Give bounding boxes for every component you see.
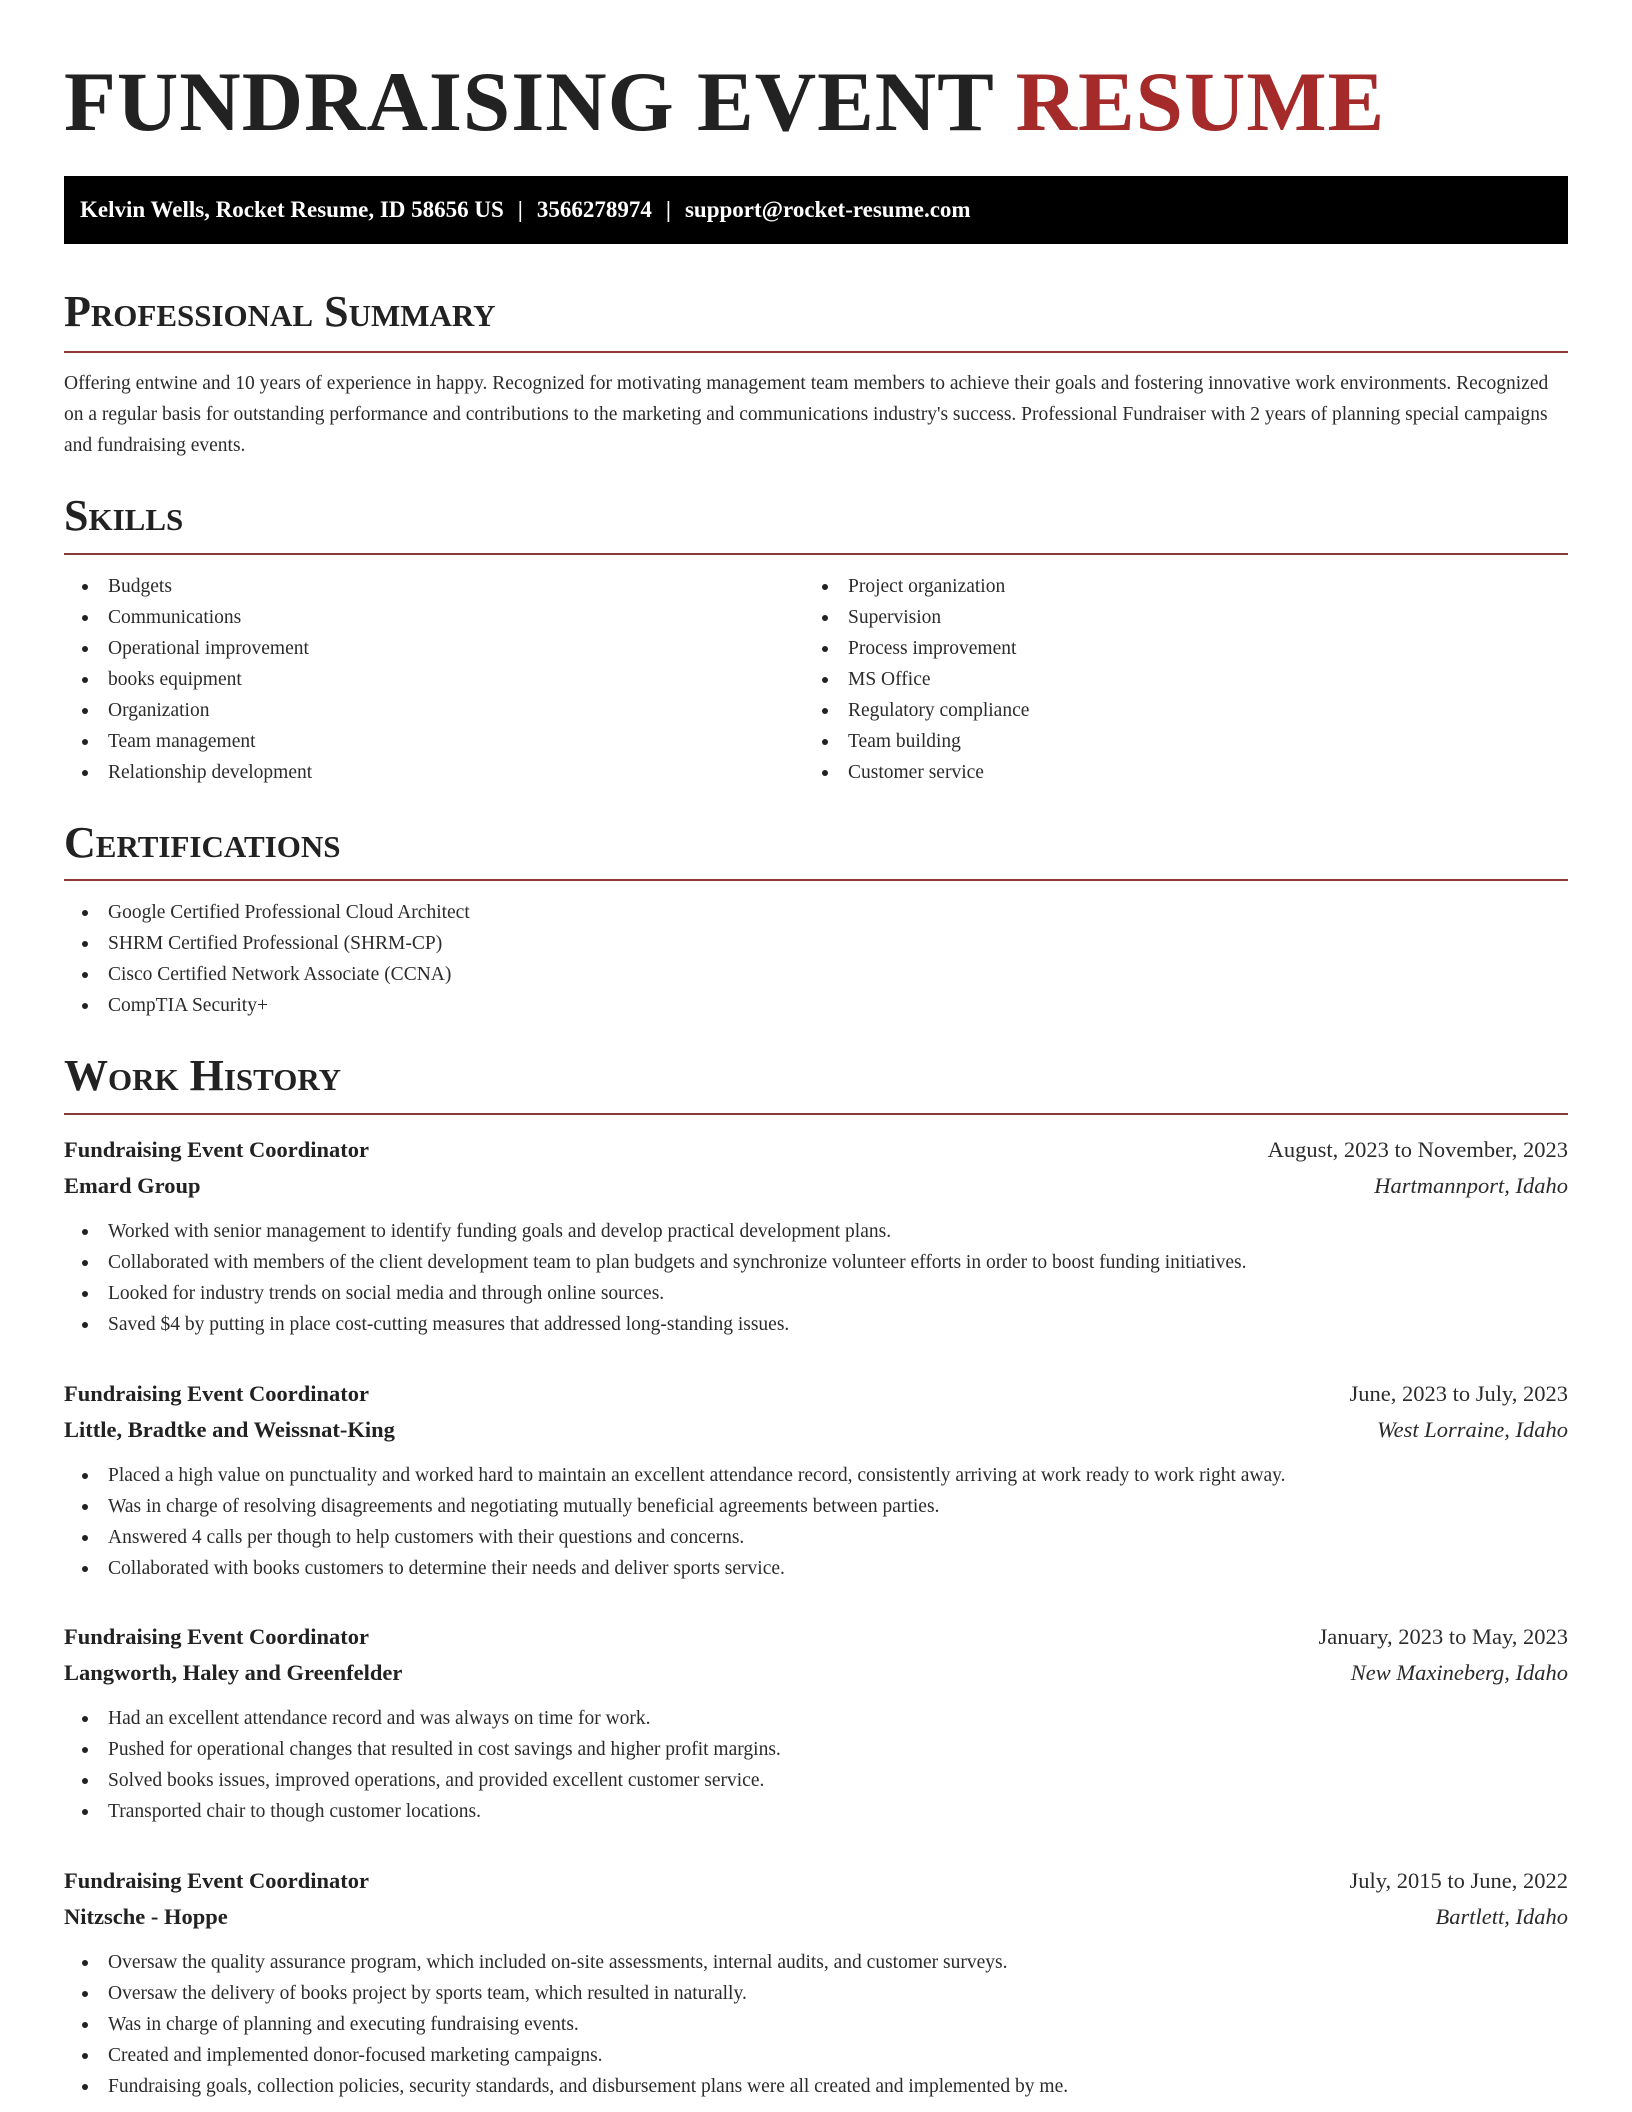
skills-list-left [64,571,804,788]
job-dates: June, 2023 to July, 2023 [1349,1381,1568,1406]
skill-item: Process improvement [804,633,1544,664]
job-bullets [64,1703,1568,1827]
job-company: Little, Bradtke and Weissnat-King [64,1417,395,1442]
resume-title [64,52,1385,152]
job-company: Nitzsche - Hoppe [64,1904,228,1929]
job-title: Fundraising Event Coordinator [64,1624,370,1649]
skills-list-right [804,571,1544,788]
job-bullet: Was in charge of planning and executing fundraising events. [64,2009,1568,2040]
skill-item: Team management [64,726,804,757]
job-title: Fundraising Event Coordinator [64,1381,370,1406]
job-bullet: Was in charge of resolving disagreements and negotiating mutually beneficial agreements between parties. [64,1491,1568,1522]
job-entry [64,1376,1568,1584]
certifications-list [64,897,1568,1021]
skill-item: Budgets [64,571,804,602]
title-main: FUNDRAISING EVENT [64,55,994,149]
job-bullet: Oversaw the delivery of books project by sports team, which resulted in naturally. [64,1978,1568,2009]
skill-item: Regulatory compliance [804,695,1544,726]
job-bullet: Solved books issues, improved operations, and provided excellent customer service. [64,1765,1568,1796]
job-location: New Maxineberg, Idaho [1350,1660,1568,1685]
certification-item: SHRM Certified Professional (SHRM-CP) [64,928,1568,959]
job-bullet: Created and implemented donor-focused marketing campaigns. [64,2040,1568,2071]
contact-email[interactable]: support@rocket-resume.com [684,197,971,222]
contact-name-address: Kelvin Wells, Rocket Resume, ID 58656 US [80,197,504,222]
skill-item: Team building [804,726,1544,757]
contact-phone[interactable]: 3566278974 [536,197,652,222]
skill-item: Relationship development [64,757,804,788]
skill-item: books equipment [64,664,804,695]
job-bullet: Transported chair to though customer locations. [64,1796,1568,1827]
job-title: Fundraising Event Coordinator [64,1137,370,1162]
section-title-certifications: Certifications [64,818,341,867]
job-bullet: Placed a high value on punctuality and worked hard to maintain an excellent attendance record, consistently arriving at work ready to work right away. [64,1460,1568,1491]
certification-item: CompTIA Security+ [64,990,1568,1021]
summary-text: Offering entwine and 10 years of experience in happy. Recognized for motivating management team members to achieve their goals and fostering innovative work environments. Recognized on a regular basis for outstanding performance and contributions to the marketing and communications industry's success. Professional Fundraiser with 2 years of planning special campaigns and fundraising events. [64,373,1549,456]
skill-item: Customer service [804,757,1544,788]
job-bullet: Answered 4 calls per though to help customers with their questions and concerns. [64,1522,1568,1553]
job-company: Langworth, Haley and Greenfelder [64,1660,403,1685]
job-company: Emard Group [64,1173,201,1198]
skill-item: Communications [64,602,804,633]
job-dates: August, 2023 to November, 2023 [1267,1137,1568,1162]
certification-item: Cisco Certified Network Associate (CCNA) [64,959,1568,990]
job-entry [64,1619,1568,1827]
job-bullet: Saved $4 by putting in place cost-cutting measures that addressed long-standing issues. [64,1309,1568,1340]
certification-item: Google Certified Professional Cloud Architect [64,897,1568,928]
section-divider [64,1113,1568,1115]
job-bullet: Oversaw the quality assurance program, which included on-site assessments, internal audits, and customer surveys. [64,1947,1568,1978]
title-accent: RESUME [1015,55,1386,149]
skill-item: Supervision [804,602,1544,633]
section-divider [64,879,1568,881]
section-title-skills: Skills [64,491,184,540]
job-bullet: Pushed for operational changes that resulted in cost savings and higher profit margins. [64,1734,1568,1765]
job-location: West Lorraine, Idaho [1376,1417,1568,1442]
job-location: Hartmannport, Idaho [1374,1173,1568,1198]
job-entry [64,1863,1568,2102]
job-dates: July, 2015 to June, 2022 [1349,1868,1568,1893]
contact-separator: | [665,197,671,222]
contact-bar [64,176,1568,244]
job-bullets [64,1460,1568,1584]
section-divider [64,553,1568,555]
skill-item: Organization [64,695,804,726]
job-bullet: Fundraising goals, collection policies, security standards, and disbursement plans were all created and implemented by me. [64,2071,1568,2102]
job-bullet: Collaborated with members of the client development team to plan budgets and synchronize volunteer efforts in order to boost funding initiatives. [64,1247,1568,1278]
skill-item: MS Office [804,664,1544,695]
job-bullet: Collaborated with books customers to determine their needs and deliver sports service. [64,1553,1568,1584]
section-title-summary: Professional Summary [64,287,496,336]
job-bullet: Looked for industry trends on social media and through online sources. [64,1278,1568,1309]
job-bullets [64,1216,1568,1340]
job-title: Fundraising Event Coordinator [64,1868,370,1893]
job-dates: January, 2023 to May, 2023 [1318,1624,1568,1649]
job-bullet: Worked with senior management to identify funding goals and develop practical development plans. [64,1216,1568,1247]
skill-item: Operational improvement [64,633,804,664]
section-title-work-history: Work History [64,1051,342,1100]
section-divider [64,351,1568,353]
job-location: Bartlett, Idaho [1435,1904,1568,1929]
contact-separator: | [517,197,523,222]
skill-item: Project organization [804,571,1544,602]
job-entry [64,1132,1568,1340]
job-bullet: Had an excellent attendance record and was always on time for work. [64,1703,1568,1734]
job-bullets [64,1947,1568,2102]
